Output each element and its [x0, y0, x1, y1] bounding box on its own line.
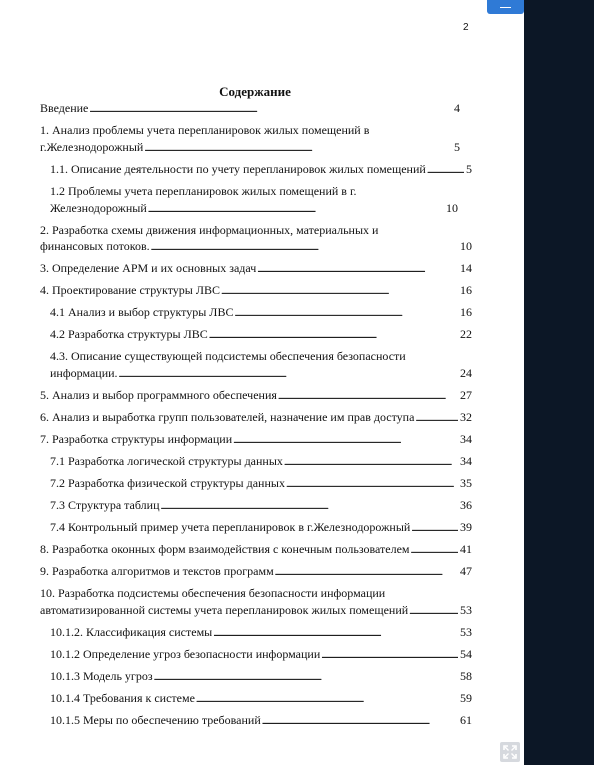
toc-entry[interactable]: [50, 304, 472, 320]
toc-entry[interactable]: [50, 475, 472, 491]
toc-entry[interactable]: [50, 519, 472, 535]
viewer-side-panel: [524, 0, 594, 765]
toc-entry[interactable]: [50, 200, 458, 216]
toc-entry-page: 58: [460, 669, 472, 683]
toc-entry-line1: 2. Разработка схемы движения информационных, материальных и: [40, 223, 379, 237]
toc-entry-page: 47: [460, 564, 472, 578]
toc-entry[interactable]: [40, 100, 460, 116]
toc-entry-title: 10.1.5 Меры по обеспечению требований: [50, 713, 261, 727]
toc-entry-title: 4. Проектирование структуры ЛВС: [40, 283, 221, 297]
toc-entry[interactable]: [40, 602, 472, 618]
toc-entry[interactable]: [50, 690, 472, 706]
dot-leader: [119, 365, 458, 383]
dot-leader: [257, 260, 458, 278]
toc-entry-line1: 10. Разработка подсистемы обеспечения безопасности информации: [40, 586, 386, 600]
toc-entry-page: 5: [454, 140, 460, 154]
dot-leader: [196, 690, 458, 708]
toc-entry-page: 14: [460, 261, 472, 275]
menu-button[interactable]: [487, 0, 524, 14]
toc-entry-title: 4.1 Анализ и выбор структуры ЛВС: [50, 305, 234, 319]
toc-entry-page: 32: [460, 410, 472, 424]
toc-entry-page: 34: [460, 454, 472, 468]
toc-entry-page: 4: [454, 101, 460, 115]
toc-entry-title: информации.: [50, 366, 118, 380]
toc-entry-title: Железнодорожный: [50, 201, 147, 215]
dot-leader: [321, 646, 458, 664]
toc-entry[interactable]: [40, 139, 460, 155]
toc-entry-page: 10: [446, 201, 458, 215]
toc-entry[interactable]: [40, 431, 472, 447]
toc-entry-line1: 1. Анализ проблемы учета перепланировок жилых помещений в: [40, 123, 370, 137]
toc-entry[interactable]: [40, 238, 472, 254]
toc-entry-title: 7.3 Структура таблиц: [50, 498, 160, 512]
toc-entry-title: 10.1.4 Требования к системе: [50, 691, 195, 705]
toc-entry-title: 9. Разработка алгоритмов и текстов программ: [40, 564, 274, 578]
toc-entry[interactable]: [50, 161, 472, 177]
toc-entry[interactable]: [40, 260, 472, 276]
toc-entry-title: 5. Анализ и выбор программного обеспечения: [40, 388, 277, 402]
toc-entry-line1: 1.2 Проблемы учета перепланировок жилых помещений в г.: [50, 184, 357, 198]
dot-leader: [286, 475, 458, 493]
toc-entry-page: 41: [460, 542, 472, 556]
dot-leader: [427, 161, 464, 179]
dot-leader: [284, 453, 458, 471]
page-number: 2: [463, 22, 469, 33]
toc-entry-title: 6. Анализ и выработка групп пользователей, назначение им прав доступа: [40, 410, 415, 424]
dot-leader: [213, 624, 458, 642]
toc-entry-page: 16: [460, 305, 472, 319]
toc-entry[interactable]: [50, 365, 472, 381]
dot-leader: [278, 387, 458, 405]
toc-entry-title: 4.2 Разработка структуры ЛВС: [50, 327, 208, 341]
toc-entry-page: 10: [460, 239, 472, 253]
toc-entry-page: 22: [460, 327, 472, 341]
toc-entry-page: 34: [460, 432, 472, 446]
dot-leader: [154, 668, 458, 686]
dot-leader: [209, 326, 458, 344]
toc-entry-title: автоматизированной системы учета перепланировок жилых помещений: [40, 603, 409, 617]
expand-icon: [503, 745, 517, 759]
toc-entry-page: 59: [460, 691, 472, 705]
toc-title: Содержание: [219, 84, 291, 99]
dot-leader: [89, 100, 452, 118]
toc-entry-title: г.Железнодорожный: [40, 140, 144, 154]
toc-entry[interactable]: [40, 563, 472, 579]
dot-leader: [411, 519, 458, 537]
toc-entry-title: 7.1 Разработка логической структуры данных: [50, 454, 283, 468]
toc-entry[interactable]: [50, 497, 472, 513]
toc-entry-page: 39: [460, 520, 472, 534]
toc-entry-page: 61: [460, 713, 472, 727]
toc-entry-title: 3. Определение АРМ и их основных задач: [40, 261, 257, 275]
toc-entry-title: 8. Разработка оконных форм взаимодействия с конечным пользователем: [40, 542, 410, 556]
toc-entry-page: 53: [460, 625, 472, 639]
toc-entry-line1: 4.3. Описание существующей подсистемы обеспечения безопасности: [50, 349, 406, 363]
dot-leader: [409, 602, 458, 620]
menu-icon: [500, 7, 511, 8]
dot-leader: [234, 304, 458, 322]
toc-entry-title: 10.1.2 Определение угроз безопасности информации: [50, 647, 321, 661]
toc-entry-title: 7.4 Контрольный пример учета перепланировок в г.Железнодорожный: [50, 520, 411, 534]
toc-entry-page: 16: [460, 283, 472, 297]
toc-entry[interactable]: [50, 624, 472, 640]
dot-leader: [275, 563, 458, 581]
toc-entry-title: 7. Разработка структуры информации: [40, 432, 233, 446]
toc-entry-page: 36: [460, 498, 472, 512]
dot-leader: [262, 712, 458, 730]
dot-leader: [144, 139, 452, 157]
toc-entry-page: 27: [460, 388, 472, 402]
toc-entry-page: 5: [466, 162, 472, 176]
toc-entry-title: Введение: [40, 101, 89, 115]
dot-leader: [148, 200, 444, 218]
toc-entry[interactable]: [50, 453, 472, 469]
toc-entry[interactable]: [50, 646, 472, 662]
toc-entry[interactable]: [40, 387, 472, 403]
toc-entry[interactable]: [40, 409, 472, 425]
toc-entry-page: 35: [460, 476, 472, 490]
dot-leader: [415, 409, 458, 427]
toc-entry[interactable]: [50, 326, 472, 342]
fullscreen-button[interactable]: [500, 742, 520, 762]
toc-entry[interactable]: [40, 541, 472, 557]
dot-leader: [161, 497, 458, 515]
toc-entry-title: 10.1.3 Модель угроз: [50, 669, 153, 683]
toc-entry-title: финансовых потоков.: [40, 239, 150, 253]
toc-entry[interactable]: [50, 668, 472, 684]
toc-entry-title: 7.2 Разработка физической структуры данных: [50, 476, 285, 490]
toc-entry-page: 54: [460, 647, 472, 661]
toc-entry-page: 53: [460, 603, 472, 617]
dot-leader: [151, 238, 458, 256]
toc-entry[interactable]: [50, 712, 472, 728]
toc-entry-page: 24: [460, 366, 472, 380]
dot-leader: [221, 282, 458, 300]
toc-entry-title: 1.1. Описание деятельности по учету перепланировок жилых помещений: [50, 162, 426, 176]
dot-leader: [233, 431, 458, 449]
toc-entry[interactable]: [40, 282, 472, 298]
toc-entry-title: 10.1.2. Классификация системы: [50, 625, 213, 639]
dot-leader: [411, 541, 459, 559]
